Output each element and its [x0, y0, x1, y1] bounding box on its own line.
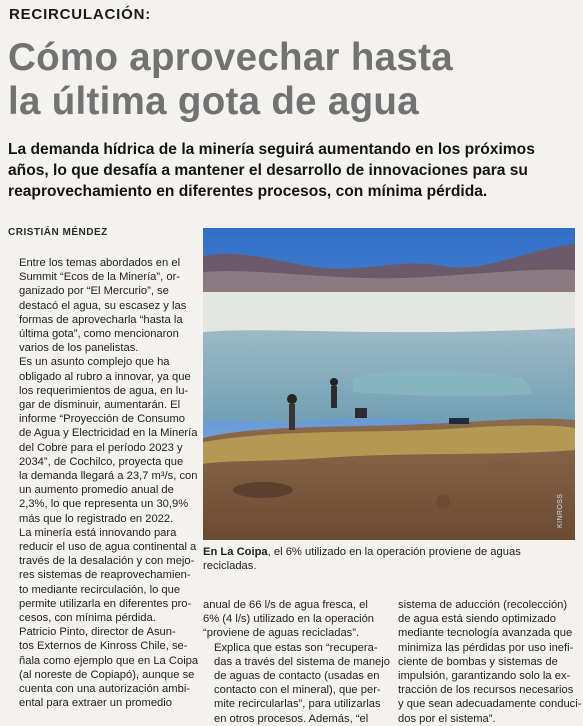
- text-line: (al noreste de Copiapó), aunque se: [19, 668, 195, 681]
- text-line: Es un asunto complejo que ha: [19, 356, 170, 369]
- caption-text: , el 6% utilizado en la operación proviene de aguas: [267, 546, 521, 558]
- text-line: formas de aprovecharla “hasta la: [19, 313, 183, 326]
- text-line: un aumento promedio anual de: [19, 484, 174, 497]
- text-line: das a través del sistema de manejo: [214, 655, 390, 668]
- text-line: cesos, con mínima pérdida.: [19, 612, 156, 625]
- text-line: y que sean adecuadamente conduci-: [398, 698, 582, 711]
- text-line: mite recircularlas”, para utilizarlas: [214, 698, 381, 711]
- column-1: [8, 256, 199, 711]
- text-line: ental para extraer un promedio: [19, 697, 172, 710]
- text-line: de Agua y Electricidad en la Minería: [19, 427, 198, 440]
- text-line: ciente de bombas y sistemas de: [398, 655, 558, 668]
- text-line: 6% (4 l/s) utilizado en la operación: [203, 613, 375, 626]
- text-line: del Cobre para el período 2023 y: [19, 441, 183, 454]
- text-line: ganizado por “El Mercurio”, se: [19, 285, 169, 298]
- text-line: to mediante recirculación, lo que: [19, 583, 181, 596]
- paragraph: [398, 598, 582, 726]
- text-line: Patricio Pinto, director de Asun-: [19, 626, 176, 639]
- text-line: destacó el agua, su escasez y las: [19, 299, 187, 312]
- text-line: Summit “Ecos de la Minería”, or-: [19, 271, 181, 284]
- text-line: varios de los panelistas.: [19, 342, 139, 355]
- byline: CRISTIÁN MÉNDEZ: [8, 227, 108, 238]
- paragraph: [8, 355, 196, 525]
- paragraph: [8, 256, 196, 355]
- text-line: minimiza las pérdidas por uso inefi-: [398, 641, 574, 654]
- caption-line: recicladas.: [203, 560, 257, 572]
- text-line: última gota”, como mencionaron: [19, 328, 179, 341]
- landscape-photo: [203, 228, 575, 540]
- paragraph: [203, 598, 389, 641]
- text-line: 2,3%, lo que representa un 30,9%: [19, 498, 189, 511]
- text-line: ñala como ejemplo que en La Coipa: [19, 654, 199, 667]
- text-line: de agua está siendo optimizado: [398, 613, 556, 626]
- deck-line: reaprovechamiento en diferentes procesos, con mínima pérdida.: [8, 183, 488, 200]
- text-line: informe “Proyección de Consumo: [19, 413, 186, 426]
- photo-caption: [203, 545, 575, 573]
- text-line: través de la desalación y con mejo-: [19, 555, 195, 568]
- text-line: tracción de los recursos necesarios: [398, 684, 574, 697]
- text-line: reducir el uso de agua continental a: [19, 541, 197, 554]
- text-line: res sistemas de reaprovechamien-: [19, 569, 191, 582]
- photo-credit: KINROSS: [557, 493, 564, 528]
- deck: [8, 139, 578, 202]
- text-line: dos por el sistema”.: [398, 712, 496, 725]
- headline-line: Cómo aprovechar hasta: [8, 36, 453, 79]
- caption-lead: En La Coipa: [203, 546, 268, 558]
- caption-line: [203, 545, 575, 559]
- text-line: anual de 66 l/s de agua fresca, el: [203, 599, 368, 611]
- text-line: La minería está innovando para: [19, 526, 177, 539]
- text-line: de aguas de contacto (usadas en: [214, 670, 380, 683]
- column-3: [398, 598, 582, 726]
- text-line: Explica que estas son “recupera-: [214, 641, 378, 654]
- paragraph: [203, 641, 389, 726]
- text-line: gar de disminuir, aumentarán. El: [19, 399, 181, 412]
- text-line: cuenta con una autorización ambi-: [19, 683, 191, 696]
- text-line: más que lo registrado en 2022.: [19, 512, 174, 525]
- paragraph: [8, 526, 196, 625]
- text-line: “proviene de aguas recicladas”.: [203, 627, 360, 640]
- text-line: Entre los temas abordados en el: [19, 257, 181, 269]
- text-line: sistema de aducción (recolección): [398, 599, 568, 611]
- text-line: impulsión, garantizando solo la ex-: [398, 670, 571, 683]
- text-line: tos Externos de Kinross Chile, se-: [19, 640, 188, 653]
- section-kicker: RECIRCULACIÓN:: [9, 6, 152, 23]
- text-line: 2034”, de Cochilco, proyecta que: [19, 455, 184, 468]
- text-line: contacto con el mineral), que per-: [214, 684, 381, 697]
- column-2: [203, 598, 389, 726]
- text-line: la demanda llegará a 23,7 m³/s, con: [19, 470, 198, 483]
- text-line: en otros procesos. Además, “el: [214, 712, 369, 725]
- deck-line: La demanda hídrica de la minería seguirá aumentando en los próximos: [8, 141, 535, 158]
- text-line: los requerimientos de agua, en lu-: [19, 384, 189, 397]
- deck-line: años, lo que desafía a mantener el desarrollo de innovaciones para su: [8, 162, 528, 179]
- headline-line: la última gota de agua: [8, 80, 419, 123]
- headline: [8, 36, 578, 124]
- text-line: permite utilizarla en diferentes pro-: [19, 597, 192, 610]
- paragraph: [8, 625, 199, 710]
- text-line: obligado al rubro a innovar, ya que: [19, 370, 191, 383]
- text-line: mediante tecnología avanzada que: [398, 627, 573, 640]
